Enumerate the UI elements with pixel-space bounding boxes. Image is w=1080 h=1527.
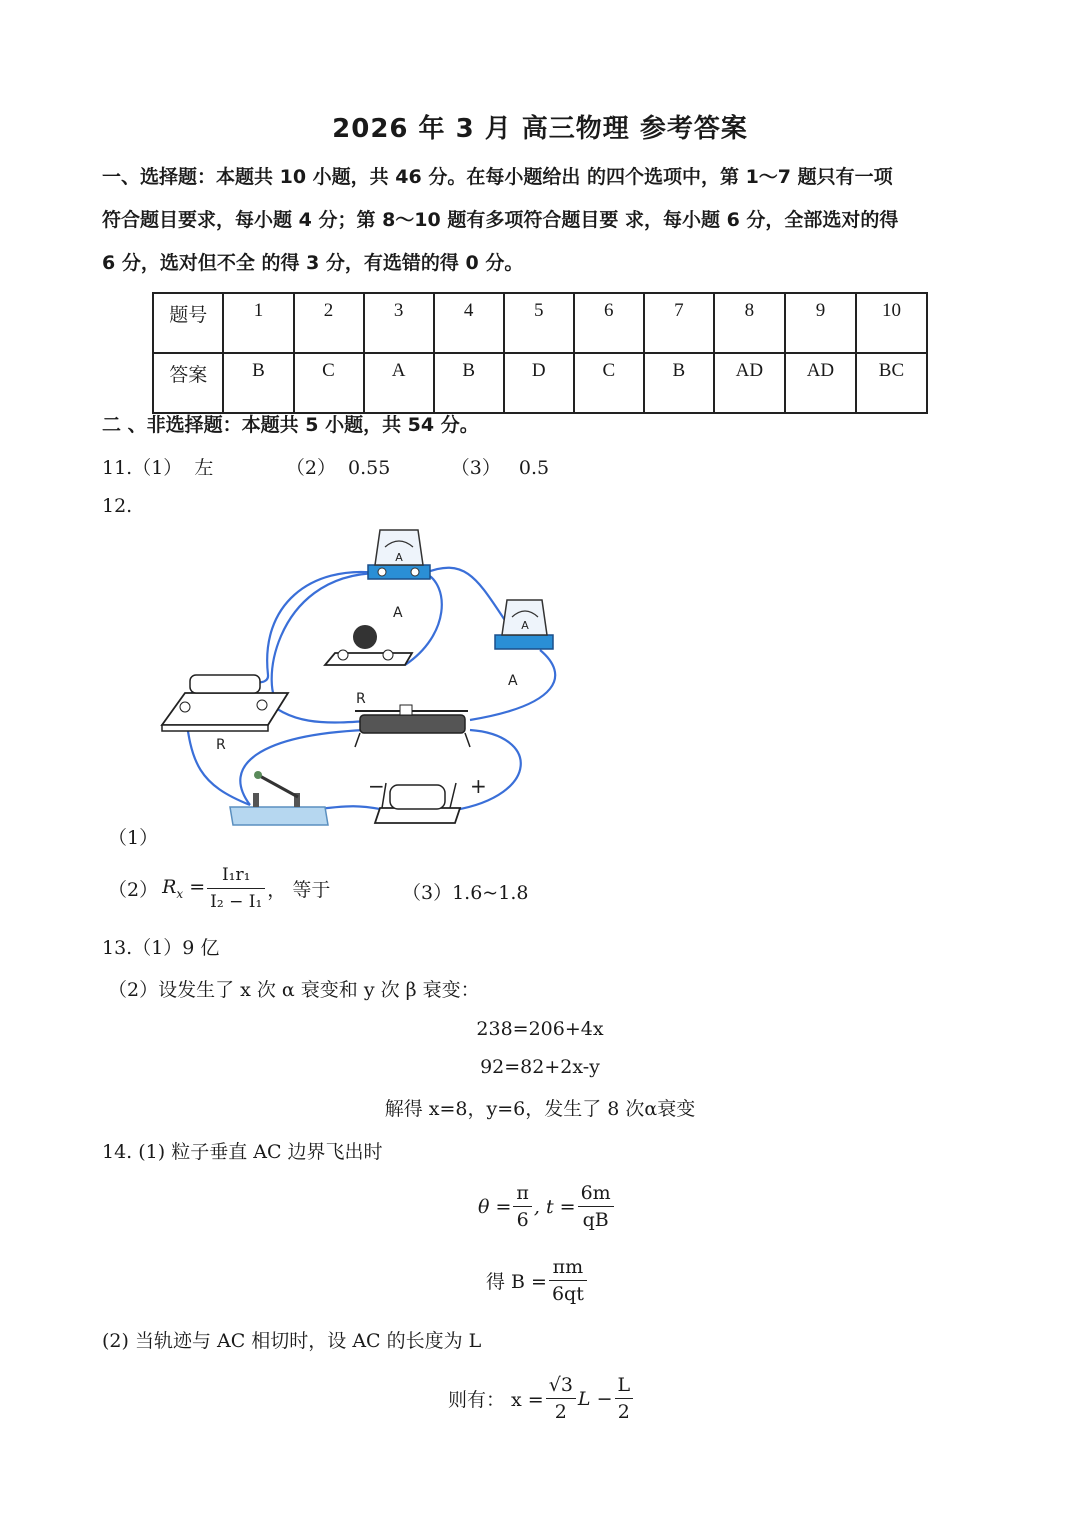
resistor-label: R — [216, 737, 226, 753]
q14-x-equation — [448, 1372, 635, 1425]
formula-fraction — [207, 862, 265, 915]
x-numerator-2: L — [615, 1372, 634, 1399]
resistor-icon — [325, 625, 412, 665]
ammeter-face-label: A — [395, 551, 403, 564]
q12-part2-suffix: ， 等于 — [267, 879, 331, 901]
q14-B-equation — [486, 1254, 589, 1307]
table-cell: 3 — [364, 293, 434, 353]
table-cell: BC — [856, 353, 927, 413]
t-lhs: , t = — [533, 1195, 576, 1218]
t-fraction — [578, 1180, 614, 1233]
table-cell: 10 — [856, 293, 927, 353]
circuit-diagram — [150, 525, 590, 840]
table-cell: B — [223, 353, 293, 413]
B-prefix: 得 B = — [486, 1271, 547, 1293]
q13-part1: 13.（1）9 亿 — [102, 937, 220, 959]
q12-part1: （1） — [108, 827, 159, 849]
table-cell: AD — [714, 353, 785, 413]
table-cell: 9 — [785, 293, 856, 353]
x-fraction-2 — [615, 1372, 634, 1425]
q13-part2: （2）设发生了 x 次 α 衰变和 y 次 β 衰变： — [108, 979, 480, 1001]
table-header-number: 题号 — [153, 293, 223, 353]
table-header-answer: 答案 — [153, 353, 223, 413]
table-cell: B — [434, 353, 504, 413]
table-cell: 7 — [644, 293, 714, 353]
table-cell: D — [504, 353, 574, 413]
table-cell: A — [364, 353, 434, 413]
q13-result: 解得 x=8，y=6，发生了 8 次α衰变 — [384, 1098, 696, 1120]
resistor-label: R — [356, 691, 366, 707]
x-denominator-1: 2 — [554, 1401, 567, 1423]
wire — [405, 573, 442, 665]
q12-label: 12. — [102, 495, 133, 517]
ammeter-icon — [495, 600, 553, 649]
theta-numerator: π — [513, 1180, 532, 1207]
q12-part2 — [108, 862, 330, 915]
ammeter-icon — [368, 530, 430, 579]
q14-part1: 14. (1) 粒子垂直 AC 边界飞出时 — [102, 1141, 383, 1163]
formula-denominator: I₂ − I₁ — [210, 892, 263, 912]
B-fraction — [549, 1254, 587, 1307]
battery-minus-label: − — [368, 774, 385, 798]
battery-plus-label: + — [470, 774, 487, 798]
table-row-numbers — [153, 293, 927, 353]
theta-fraction — [513, 1180, 532, 1233]
formula-subscript: x — [176, 886, 184, 901]
x-denominator-2: 2 — [617, 1401, 630, 1423]
formula-lhs: R — [162, 876, 177, 899]
table-cell: 8 — [714, 293, 785, 353]
q13-equation1: 238=206+4x — [476, 1018, 604, 1040]
wire — [455, 730, 521, 810]
x-middle: L − — [577, 1387, 613, 1410]
t-denominator: qB — [582, 1209, 609, 1231]
theta-lhs: θ = — [478, 1195, 512, 1218]
formula-rx: $R_x$ = — [162, 876, 206, 901]
formula-numerator: I₁r₁ — [207, 862, 265, 889]
table-cell: B — [644, 353, 714, 413]
table-cell: 4 — [434, 293, 504, 353]
x-fraction-1 — [546, 1372, 576, 1425]
wire — [240, 730, 365, 805]
answer-table — [152, 292, 928, 414]
ammeter-face-label: A — [521, 619, 529, 632]
section2-heading: 二 、非选择题：本题共 5 小题，共 54 分。 — [102, 414, 479, 436]
q12-part3: （3）1.6~1.8 — [402, 882, 529, 904]
q12-part2-prefix: （2） — [108, 879, 159, 901]
q13-equation2: 92=82+2x-y — [480, 1056, 600, 1078]
table-cell: 6 — [574, 293, 644, 353]
table-cell: C — [294, 353, 364, 413]
section1-line2: 符合题目要求，每小题 4 分；第 8～10 题有多项符合题目要 求，每小题 6 分，全部选对的得 — [102, 209, 899, 231]
ammeter-label: A — [393, 605, 403, 621]
q11-answer: 11.（1） 左 （2） 0.55 （3） 0.5 — [102, 457, 550, 479]
q14-theta-equation — [478, 1180, 616, 1233]
page-title: 2026 年 3 月 高三物理 参考答案 — [332, 114, 748, 144]
rheostat-icon — [355, 705, 470, 747]
section1-line1: 一、选择题：本题共 10 小题，共 46 分。在每小题给出 的四个选项中，第 1～7 题只有一项 — [102, 166, 893, 188]
x-numerator-1: √3 — [546, 1372, 576, 1399]
resistor-box-icon — [162, 675, 288, 731]
theta-denominator: 6 — [516, 1209, 529, 1231]
battery-icon — [375, 783, 460, 823]
table-cell: 1 — [223, 293, 293, 353]
table-cell: C — [574, 353, 644, 413]
ammeter-label: A — [508, 673, 518, 689]
B-numerator: πm — [549, 1254, 587, 1281]
B-denominator: 6qt — [551, 1283, 584, 1305]
x-prefix: 则有： x = — [448, 1389, 544, 1411]
section1-instructions — [102, 156, 992, 285]
table-cell: 2 — [294, 293, 364, 353]
table-cell: AD — [785, 353, 856, 413]
table-row-answers — [153, 353, 927, 413]
section1-line3: 6 分，选对但不全 的得 3 分，有选错的得 0 分。 — [102, 252, 524, 274]
t-numerator: 6m — [578, 1180, 614, 1207]
table-cell: 5 — [504, 293, 574, 353]
q14-part2: (2) 当轨迹与 AC 相切时，设 AC 的长度为 L — [102, 1330, 482, 1352]
